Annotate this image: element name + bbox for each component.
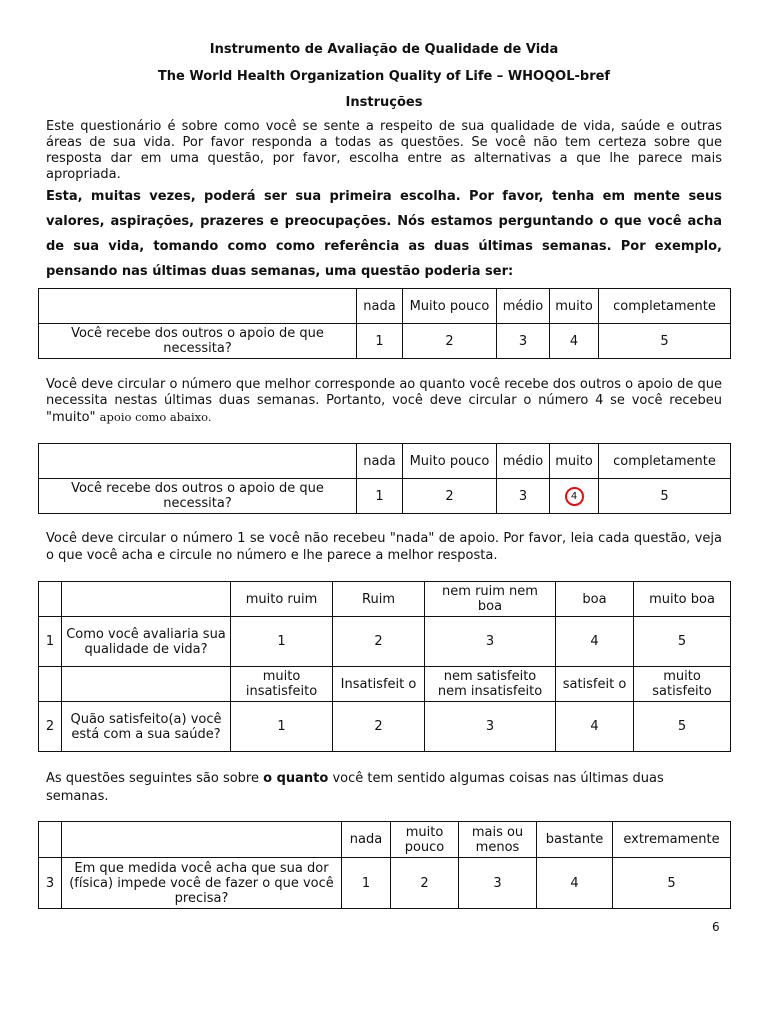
col-header: Ruim bbox=[333, 582, 425, 617]
col-header: boa bbox=[556, 582, 634, 617]
answer-option[interactable]: 2 bbox=[333, 617, 425, 667]
answer-option[interactable]: 3 bbox=[425, 702, 556, 752]
example-table bbox=[38, 288, 731, 359]
col-header: muito ruim bbox=[231, 582, 333, 617]
col-header: mais ou menos bbox=[459, 822, 537, 858]
answer-option[interactable]: 3 bbox=[425, 617, 556, 667]
col-header: nem ruim nem boa bbox=[425, 582, 556, 617]
empty-cell bbox=[62, 582, 231, 617]
col-header: extremamente bbox=[613, 822, 731, 858]
col-header: muito insatisfeito bbox=[231, 667, 333, 702]
col-header: nem satisfeito nem insatisfeito bbox=[425, 667, 556, 702]
empty-cell bbox=[39, 582, 62, 617]
empty-header-cell bbox=[39, 444, 357, 479]
answer-option[interactable]: 4 bbox=[537, 858, 613, 909]
empty-cell bbox=[62, 667, 231, 702]
col-header: nada bbox=[342, 822, 391, 858]
empty-header-cell bbox=[39, 289, 357, 324]
question-text: Você recebe dos outros o apoio de que necessita? bbox=[39, 324, 357, 359]
answer-option[interactable]: 2 bbox=[391, 858, 459, 909]
answer-instruction: Você deve circular o número 1 se você não recebeu "nada" de apoio. Por favor, leia cada questão, veja o que você acha e circule no número e lhe parece a melhor resposta. bbox=[46, 531, 722, 563]
section-intro bbox=[46, 770, 722, 806]
answer-option[interactable]: 5 bbox=[634, 617, 731, 667]
answer-option[interactable]: 1 bbox=[231, 702, 333, 752]
col-header: nada bbox=[357, 444, 403, 479]
doc-title: Instrumento de Avaliação de Qualidade de Vida bbox=[209, 42, 559, 57]
answer-option[interactable]: 1 bbox=[357, 324, 403, 359]
col-header: muito bbox=[550, 444, 599, 479]
col-header: muito boa bbox=[634, 582, 731, 617]
col-header: médio bbox=[497, 444, 550, 479]
col-header: médio bbox=[497, 289, 550, 324]
intro-bold-paragraph: Esta, muitas vezes, poderá ser sua primeira escolha. Por favor, tenha em mente seus valores, aspirações, prazeres e preocupações. Nós estamos perguntando o que você acha de sua vida, tomando como como referência as duas últimas semanas. Por exemplo, pensando nas últimas duas semanas, uma questão poderia ser: bbox=[46, 189, 722, 279]
circle-instruction-tail: apoio como abaixo. bbox=[99, 410, 212, 424]
question-text: Em que medida você acha que sua dor (física) impede você de fazer o que você precisa? bbox=[62, 858, 342, 909]
answer-option[interactable]: 1 bbox=[357, 479, 403, 514]
question-number: 2 bbox=[39, 702, 62, 752]
doc-subtitle: The World Health Organization Quality of Life – WHOQOL-bref bbox=[157, 69, 611, 84]
col-header: muito satisfeito bbox=[634, 667, 731, 702]
col-header: completamente bbox=[599, 289, 731, 324]
circle-instruction bbox=[46, 377, 722, 426]
answer-option[interactable]: 4 bbox=[556, 617, 634, 667]
empty-cell bbox=[39, 822, 62, 858]
question-number: 3 bbox=[39, 858, 62, 909]
question-text: Você recebe dos outros o apoio de que necessita? bbox=[39, 479, 357, 514]
answer-option[interactable]: 2 bbox=[403, 324, 497, 359]
answer-option[interactable]: 5 bbox=[634, 702, 731, 752]
col-header: muito bbox=[550, 289, 599, 324]
col-header: Insatisfeit o bbox=[333, 667, 425, 702]
col-header: bastante bbox=[537, 822, 613, 858]
answer-option-circled[interactable] bbox=[550, 479, 599, 514]
answer-option[interactable]: 4 bbox=[556, 702, 634, 752]
circle-instruction-text: Você deve circular o número que melhor corresponde ao quanto você recebe dos outros o apoio de que necessita nestas últimas duas semanas. Portanto, você deve circular o número 4 se você recebeu "muito" bbox=[46, 377, 722, 425]
empty-cell bbox=[39, 667, 62, 702]
question-table-1 bbox=[38, 581, 731, 752]
intro-paragraph: Este questionário é sobre como você se sente a respeito de sua qualidade de vida, saúde e outras áreas de sua vida. Por favor responda a todas as questões. Se você não tem certeza sobre que resposta dar em uma questão, por favor, escolha entre as alternativas a que lhe parece mais apropriada. bbox=[46, 119, 722, 182]
question-text: Quão satisfeito(a) você está com a sua saúde? bbox=[62, 702, 231, 752]
answer-option[interactable]: 3 bbox=[497, 324, 550, 359]
question-text: Como você avaliaria sua qualidade de vida? bbox=[62, 617, 231, 667]
question-table-3 bbox=[38, 821, 731, 909]
answer-option[interactable]: 5 bbox=[599, 479, 731, 514]
section-intro-bold: o quanto bbox=[263, 771, 329, 786]
answer-option[interactable]: 3 bbox=[497, 479, 550, 514]
answer-option[interactable]: 2 bbox=[333, 702, 425, 752]
circled-answer: 4 bbox=[565, 487, 584, 506]
page-number: 6 bbox=[712, 920, 720, 934]
answer-option[interactable]: 5 bbox=[613, 858, 731, 909]
col-header: Muito pouco bbox=[403, 289, 497, 324]
col-header: satisfeit o bbox=[556, 667, 634, 702]
empty-cell bbox=[62, 822, 342, 858]
answer-option[interactable]: 5 bbox=[599, 324, 731, 359]
example-table-circled bbox=[38, 443, 731, 514]
section-intro-pre: As questões seguintes são sobre bbox=[46, 771, 264, 786]
answer-option[interactable]: 2 bbox=[403, 479, 497, 514]
col-header: muito pouco bbox=[391, 822, 459, 858]
col-header: completamente bbox=[599, 444, 731, 479]
question-number: 1 bbox=[39, 617, 62, 667]
instructions-heading: Instruções bbox=[345, 95, 423, 110]
col-header: nada bbox=[357, 289, 403, 324]
section-intro-post: você tem sentido algumas coisas nas últimas duas semanas. bbox=[46, 771, 664, 804]
answer-option[interactable]: 1 bbox=[342, 858, 391, 909]
answer-option[interactable]: 3 bbox=[459, 858, 537, 909]
answer-option[interactable]: 1 bbox=[231, 617, 333, 667]
answer-option[interactable]: 4 bbox=[550, 324, 599, 359]
col-header: Muito pouco bbox=[403, 444, 497, 479]
